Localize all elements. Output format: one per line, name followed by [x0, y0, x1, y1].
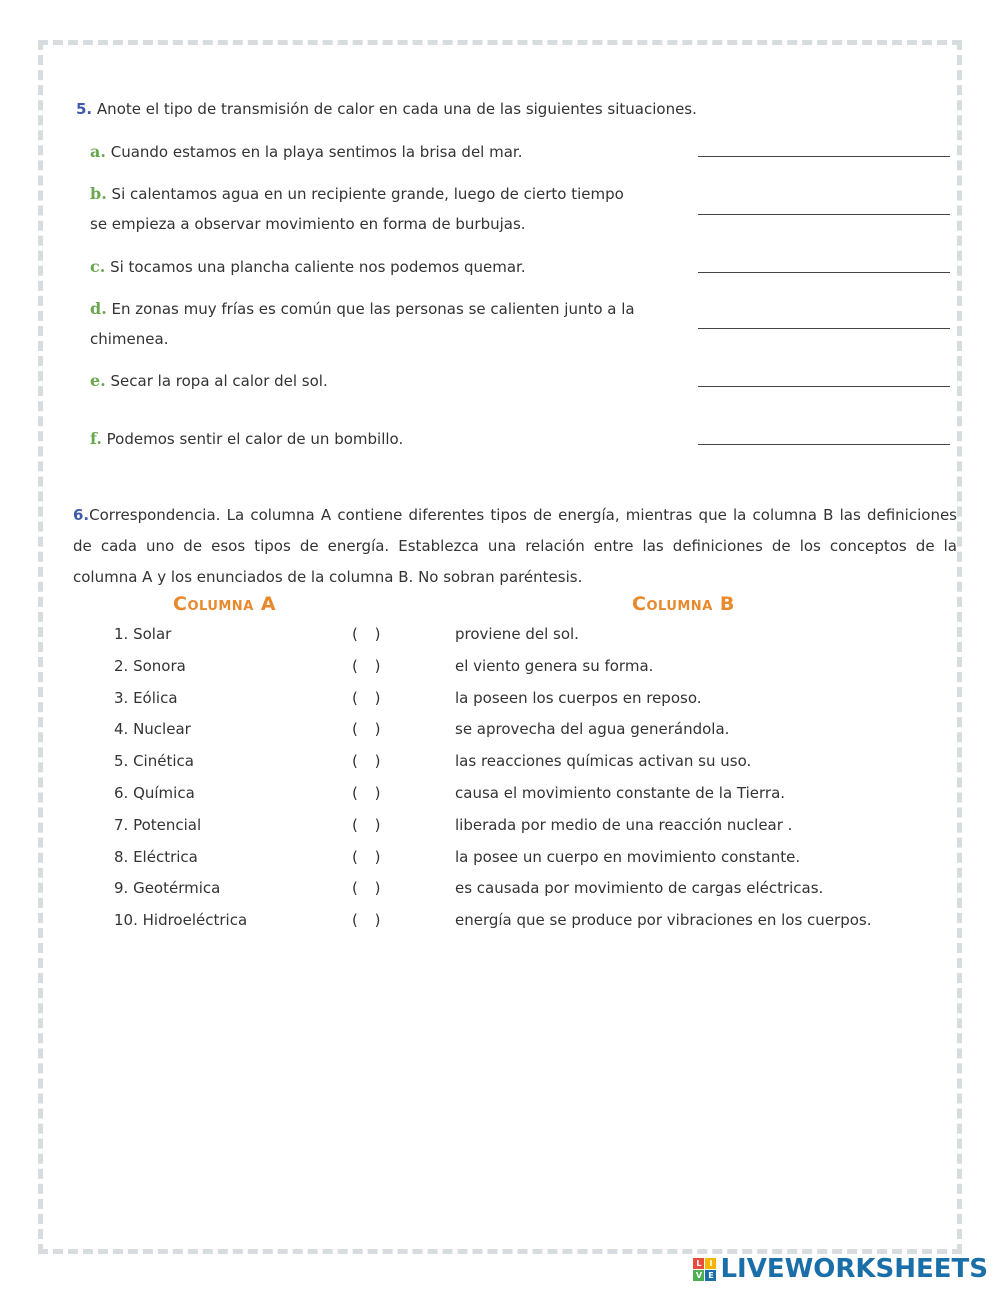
q5-item-f-text: Podemos sentir el calor de un bombillo. [106, 430, 404, 448]
q5-item-f-letter: f. [90, 429, 102, 448]
answer-parenthesis[interactable]: ( ) [352, 689, 387, 707]
question-6-line-2: de cada uno de esos tipos de energía. Establezca una relación entre las definiciones de los conceptos de la [73, 537, 957, 555]
column-a-item: 8. Eléctrica [114, 848, 198, 866]
answer-parenthesis[interactable]: ( ) [352, 848, 387, 866]
answer-parenthesis[interactable]: ( ) [352, 657, 387, 675]
q5-answer-c[interactable] [698, 272, 950, 273]
answer-parenthesis[interactable]: ( ) [352, 879, 387, 897]
column-b-item: es causada por movimiento de cargas eléctricas. [455, 879, 824, 897]
q5-item-a [90, 137, 522, 167]
logo-letter-e: E [705, 1270, 716, 1281]
q5-answer-f[interactable] [698, 444, 950, 445]
question-5-number: 5. [76, 100, 93, 118]
logo-letter-l: L [693, 1258, 704, 1269]
column-b-item: la poseen los cuerpos en reposo. [455, 689, 702, 707]
question-5-text: Anote el tipo de transmisión de calor en cada una de las siguientes situaciones. [96, 100, 697, 118]
answer-parenthesis[interactable]: ( ) [352, 816, 387, 834]
q5-item-a-letter: a. [90, 142, 106, 161]
question-6-instructions [73, 500, 957, 593]
question-6-number: 6. [73, 506, 90, 524]
answer-parenthesis[interactable]: ( ) [352, 720, 387, 738]
column-b-item: el viento genera su forma. [455, 657, 654, 675]
answer-parenthesis[interactable]: ( ) [352, 625, 387, 643]
column-b-item: la posee un cuerpo en movimiento constante. [455, 848, 801, 866]
logo-letter-i: I [705, 1258, 716, 1269]
column-b-item: las reacciones químicas activan su uso. [455, 752, 752, 770]
question-6-line-1 [73, 500, 957, 531]
column-a-title: Columna A [173, 593, 277, 615]
q5-answer-d[interactable] [698, 328, 950, 329]
answer-parenthesis[interactable]: ( ) [352, 911, 387, 929]
q5-item-c-text: Si tocamos una plancha caliente nos podemos quemar. [110, 258, 526, 276]
q5-item-e [90, 366, 328, 396]
column-b-item: proviene del sol. [455, 625, 579, 643]
q5-item-c [90, 252, 526, 282]
column-a-item: 2. Sonora [114, 657, 186, 675]
q5-item-e-letter: e. [90, 371, 106, 390]
q5-item-d [90, 294, 635, 354]
column-b-item: energía que se produce por vibraciones en los cuerpos. [455, 911, 872, 929]
q5-item-b-text-line1: Si calentamos agua en un recipiente grande, luego de cierto tiempo [111, 185, 624, 203]
column-b-title: Columna B [632, 593, 735, 615]
question-6-line-1-text: Correspondencia. La columna A contiene diferentes tipos de energía, mientras que la columna B las definiciones [89, 506, 957, 524]
answer-parenthesis[interactable]: ( ) [352, 784, 387, 802]
column-a-item: 6. Química [114, 784, 195, 802]
q5-item-e-text: Secar la ropa al calor del sol. [110, 372, 328, 390]
q5-item-d-letter: d. [90, 299, 107, 318]
q5-item-f [90, 424, 403, 454]
liveworksheets-text: LIVEWORKSHEETS [720, 1254, 988, 1284]
column-a-item: 10. Hidroeléctrica [114, 911, 248, 929]
q5-item-b-text-line2: se empieza a observar movimiento en forma de burbujas. [90, 215, 526, 233]
column-b-item: se aprovecha del agua generándola. [455, 720, 730, 738]
q5-answer-e[interactable] [698, 386, 950, 387]
column-a-item: 7. Potencial [114, 816, 202, 834]
column-a-item: 5. Cinética [114, 752, 194, 770]
q5-item-d-text-line1: En zonas muy frías es común que las personas se calienten junto a la [111, 300, 635, 318]
q5-answer-b[interactable] [698, 214, 950, 215]
q5-item-c-letter: c. [90, 257, 106, 276]
question-5-title [76, 100, 697, 118]
column-b-item: causa el movimiento constante de la Tierra. [455, 784, 786, 802]
answer-parenthesis[interactable]: ( ) [352, 752, 387, 770]
column-a-item: 1. Solar [114, 625, 172, 643]
liveworksheets-brand [693, 1254, 988, 1284]
q5-item-d-text-line2: chimenea. [90, 330, 169, 348]
q5-item-b-letter: b. [90, 184, 107, 203]
column-a-item: 3. Eólica [114, 689, 178, 707]
question-6-line-3: columna A y los enunciados de la columna B. No sobran paréntesis. [73, 568, 583, 586]
q5-answer-a[interactable] [698, 156, 950, 157]
logo-letter-v: V [693, 1270, 704, 1281]
q5-item-a-text: Cuando estamos en la playa sentimos la brisa del mar. [110, 143, 523, 161]
liveworksheets-logo-icon [693, 1258, 716, 1281]
column-a-item: 4. Nuclear [114, 720, 191, 738]
q5-item-b [90, 179, 624, 239]
column-b-item: liberada por medio de una reacción nuclear . [455, 816, 793, 834]
column-a-item: 9. Geotérmica [114, 879, 221, 897]
